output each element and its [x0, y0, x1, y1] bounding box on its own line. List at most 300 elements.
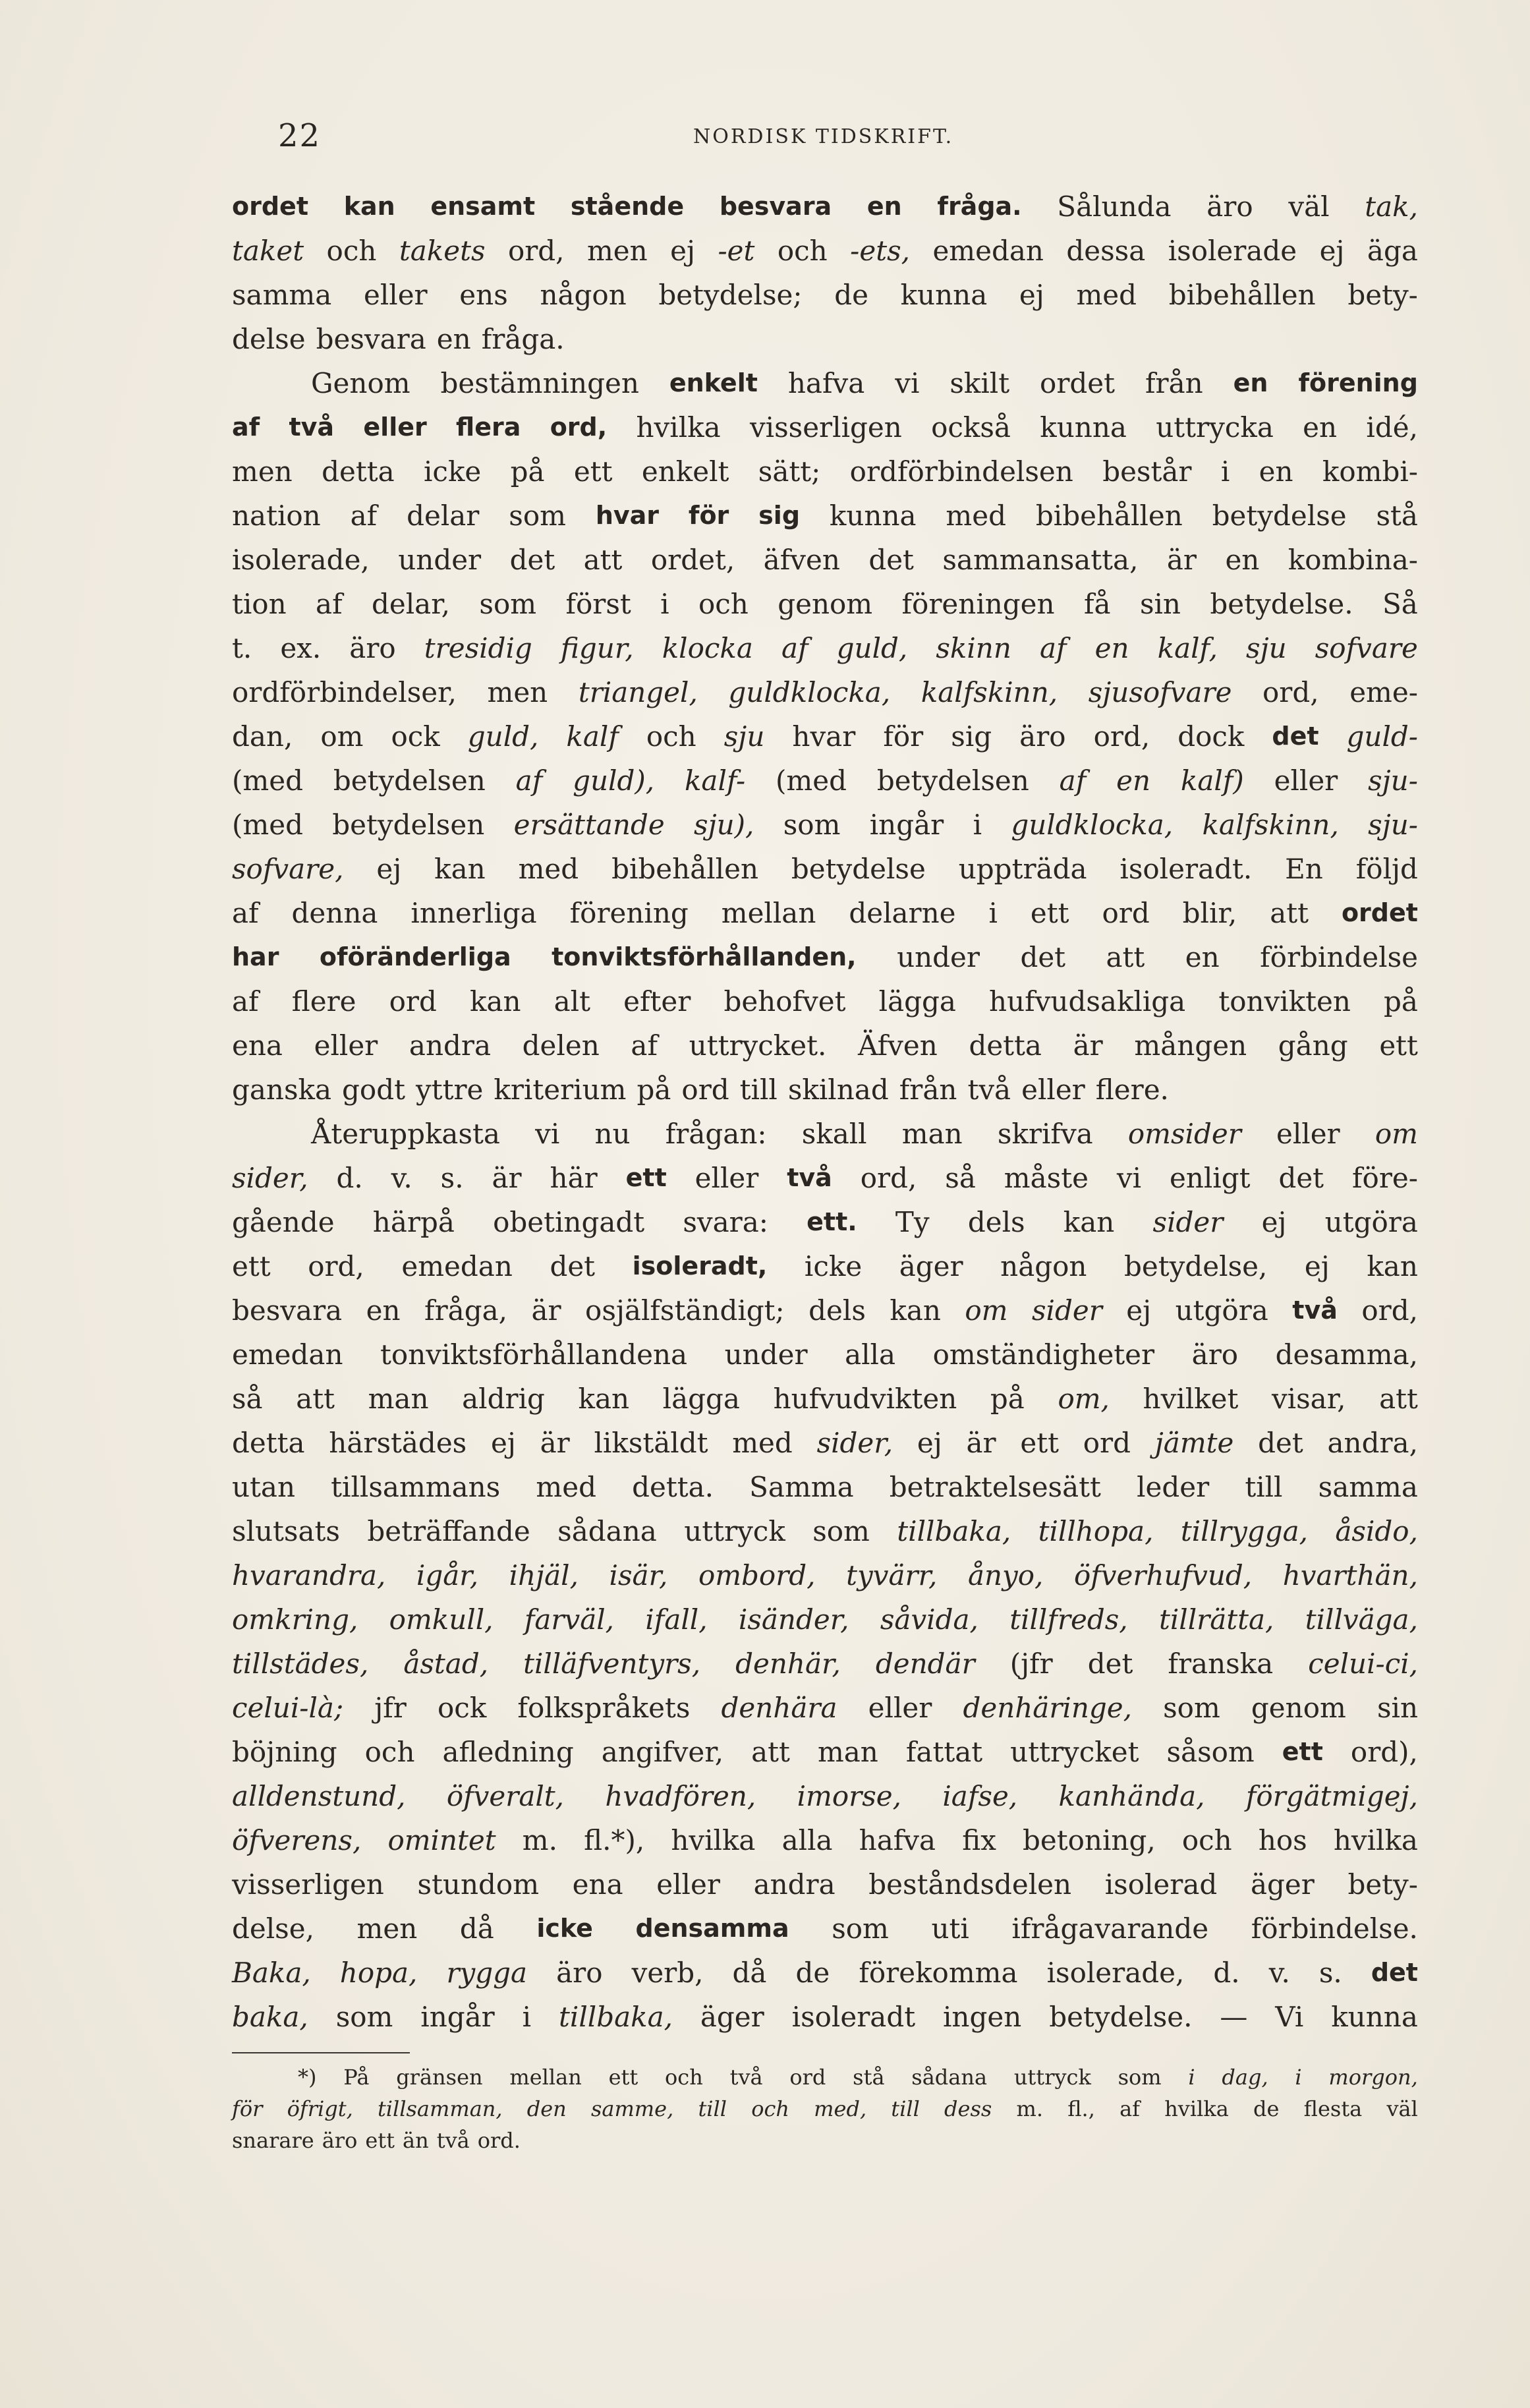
- word: äger: [700, 2001, 764, 2033]
- word: att: [1270, 897, 1309, 929]
- word: takets: [399, 235, 486, 267]
- word: ordet,: [650, 544, 735, 576]
- word: yttre: [415, 1074, 484, 1106]
- word: som: [1163, 1692, 1220, 1724]
- word: det: [868, 544, 914, 576]
- word: sju: [723, 720, 765, 753]
- word: hvar: [595, 501, 660, 530]
- word: triangel,: [578, 676, 698, 708]
- word: stå: [1376, 500, 1418, 532]
- word: igår,: [416, 1559, 479, 1591]
- word: betydelse: [791, 853, 926, 885]
- word: kan: [343, 192, 395, 221]
- word: här: [550, 1162, 598, 1194]
- word: sju-: [1368, 809, 1418, 841]
- word: förbindelse: [1260, 941, 1418, 973]
- word: också: [931, 411, 1011, 444]
- word: ord,: [308, 1250, 364, 1282]
- word: ingen: [943, 2001, 1022, 2033]
- word: frågan:: [665, 1118, 767, 1150]
- word: en: [1233, 368, 1268, 397]
- word: ord: [1083, 1427, 1131, 1459]
- word: tonviktsförhållandena: [380, 1338, 688, 1371]
- word: enligt: [1169, 1162, 1251, 1194]
- word: besvara: [719, 192, 832, 221]
- word: äger: [1250, 1868, 1315, 1901]
- word: likstäldt: [594, 1427, 708, 1459]
- word: kalf: [566, 720, 619, 753]
- word: om: [1374, 1118, 1418, 1150]
- word: ett: [232, 1250, 271, 1282]
- word: tion: [232, 588, 287, 620]
- word: sammansatta,: [942, 544, 1139, 576]
- running-title: NORDISK TIDSKRIFT.: [693, 125, 954, 148]
- word: af: [316, 588, 343, 620]
- word: d.: [336, 1162, 363, 1194]
- word: s.: [440, 1162, 464, 1194]
- word: med: [536, 1471, 596, 1503]
- word: iafse,: [942, 1780, 1018, 1812]
- word: först: [565, 588, 631, 620]
- word: ej: [490, 1427, 516, 1459]
- word: lägga: [662, 1383, 740, 1415]
- word: sider: [1031, 1294, 1102, 1327]
- word: det: [550, 1250, 596, 1282]
- word: hafva: [859, 1824, 936, 1856]
- word: enkelt: [669, 368, 758, 397]
- word: öfverens,: [232, 1824, 362, 1856]
- word: ock: [391, 720, 440, 753]
- word: ord,: [1361, 1294, 1418, 1327]
- word: på: [990, 1383, 1025, 1415]
- word: tillsamman,: [377, 2096, 503, 2121]
- text-line: [232, 1465, 1418, 1509]
- word: sofvare,: [232, 853, 344, 885]
- word: äger: [899, 1250, 963, 1282]
- footnote-line: [232, 2125, 1418, 2156]
- word: äga: [1367, 235, 1418, 267]
- word: att: [1106, 941, 1145, 973]
- word: äro: [349, 632, 396, 664]
- text-line: [232, 1995, 1418, 2039]
- word: ej: [1319, 235, 1345, 267]
- text-line: [232, 1156, 1418, 1200]
- word: dan,: [232, 720, 293, 753]
- text-line: [232, 979, 1418, 1023]
- word: sju-: [1368, 764, 1418, 797]
- word: en: [866, 192, 902, 221]
- word: ord),: [1350, 1736, 1418, 1768]
- word: ord,: [860, 1162, 917, 1194]
- word: omintet: [387, 1824, 496, 1856]
- word: att: [296, 1383, 335, 1415]
- word: de: [834, 279, 868, 311]
- word: ingår: [869, 809, 944, 841]
- word: och: [777, 235, 828, 267]
- word: besvara: [316, 323, 426, 355]
- word: isoleradt,: [632, 1251, 768, 1280]
- text-line: [232, 1112, 1418, 1156]
- word: af: [232, 985, 259, 1018]
- word: två: [436, 2128, 470, 2153]
- word: ordet: [1040, 367, 1116, 399]
- word: leder: [1137, 1471, 1210, 1503]
- word: eller: [1274, 764, 1338, 797]
- word: måste: [1004, 1162, 1089, 1194]
- word: hos: [1258, 1824, 1307, 1856]
- word: delse: [232, 323, 306, 355]
- word: tillrätta,: [1158, 1603, 1274, 1636]
- word: sju: [1246, 632, 1287, 664]
- word: isolerade,: [232, 544, 370, 576]
- word: fråga.: [937, 192, 1022, 221]
- word: en: [1185, 941, 1220, 973]
- word: ej: [670, 235, 696, 267]
- word: omkull,: [389, 1603, 494, 1636]
- word: dag,: [1222, 2065, 1268, 2090]
- page-header: [232, 117, 1418, 163]
- word: Vi: [1275, 2001, 1304, 2033]
- text-line: [232, 1906, 1418, 1951]
- word: härpå: [372, 1206, 455, 1238]
- word: såvida,: [880, 1603, 978, 1636]
- word: den: [526, 2096, 567, 2121]
- word: uttryck: [1013, 2065, 1091, 2090]
- word: föreningen: [901, 588, 1055, 620]
- word: isoleradt.: [1119, 853, 1253, 885]
- word: äro: [556, 1957, 603, 1989]
- word: två: [1292, 1296, 1338, 1325]
- word: en: [1116, 764, 1151, 797]
- word: förening: [1298, 368, 1418, 397]
- word: sätt;: [758, 455, 821, 488]
- word: tonviktsförhållanden,: [552, 942, 857, 971]
- word: fattat: [905, 1736, 983, 1768]
- text-line: [232, 185, 1418, 229]
- word: på: [510, 455, 545, 488]
- word: idé,: [1366, 411, 1418, 444]
- word: dessa: [1066, 235, 1146, 267]
- word: ordförbindelser,: [232, 676, 457, 708]
- word: denhäringe,: [963, 1692, 1132, 1724]
- word: visar,: [1271, 1383, 1346, 1415]
- word: äro: [1206, 190, 1253, 223]
- word: en: [366, 1294, 401, 1327]
- word: denhär,: [735, 1648, 841, 1680]
- word: i: [1220, 455, 1230, 488]
- word: baka,: [232, 2001, 308, 2033]
- word: isär,: [609, 1559, 668, 1591]
- word: tillfreds,: [1009, 1603, 1128, 1636]
- word: det: [1371, 1958, 1418, 1987]
- word: ganska: [232, 1074, 332, 1106]
- word: för: [232, 2096, 263, 2121]
- word: fråga.: [481, 323, 565, 355]
- word: en: [1259, 455, 1293, 488]
- word: guldklocka,: [728, 676, 891, 708]
- word: hopa,: [339, 1957, 418, 1989]
- word: hvarandra,: [232, 1559, 386, 1591]
- word: i: [988, 897, 998, 929]
- word: tresidig: [424, 632, 532, 664]
- word: bety-: [1347, 279, 1418, 311]
- word: fix: [962, 1824, 996, 1856]
- word: icke: [804, 1250, 863, 1282]
- text-line: [232, 759, 1418, 803]
- word: af: [350, 500, 378, 532]
- word: med: [946, 500, 1006, 532]
- word: bibehållen: [611, 853, 758, 885]
- word: behofvet: [723, 985, 846, 1018]
- word: förbindelse.: [1251, 1912, 1418, 1945]
- word: ett: [365, 2128, 395, 2153]
- word: och: [326, 235, 377, 267]
- word: men: [487, 676, 548, 708]
- word: då: [732, 1957, 767, 1989]
- word: hafva: [787, 367, 865, 399]
- word: celui-là;: [232, 1692, 344, 1724]
- word: dels: [808, 1294, 866, 1327]
- text-line: [232, 1818, 1418, 1862]
- word: sin: [1139, 588, 1181, 620]
- word: kan: [1063, 1206, 1115, 1238]
- word: förening: [569, 897, 689, 929]
- word: och: [751, 2096, 789, 2121]
- word: (med: [232, 764, 303, 797]
- word: detta: [969, 1029, 1042, 1062]
- word: osjälfständigt;: [585, 1294, 785, 1327]
- word: hvar: [792, 720, 856, 753]
- word: uti: [931, 1912, 969, 1945]
- word: för: [688, 501, 729, 530]
- text-line: [232, 803, 1418, 847]
- word: eme-: [1349, 676, 1418, 708]
- word: ordet: [1341, 898, 1418, 927]
- word: ord: [789, 2065, 826, 2090]
- word: skilt: [949, 367, 1010, 399]
- text-line: [232, 935, 1418, 979]
- word: ej: [917, 1427, 942, 1459]
- word: tyvärr,: [846, 1559, 938, 1591]
- word: uttryck: [684, 1515, 785, 1547]
- word: af: [781, 632, 808, 664]
- word: gränsen: [396, 2065, 483, 2090]
- word: betydelsen: [333, 764, 486, 797]
- word: visserligen: [232, 1868, 384, 1901]
- word: kriterium: [494, 1074, 627, 1106]
- word: delen: [522, 1029, 600, 1062]
- word: sider,: [232, 1162, 308, 1194]
- word: sig: [758, 501, 801, 530]
- word: jämte: [1154, 1427, 1234, 1459]
- word: hvadfören,: [605, 1780, 756, 1812]
- word: är: [1073, 1029, 1103, 1062]
- word: isolerade: [1168, 235, 1297, 267]
- word: Äfven: [858, 1029, 938, 1062]
- word: isolerad: [1104, 1868, 1218, 1901]
- word: ordet: [232, 192, 308, 221]
- word: slutsats: [232, 1515, 340, 1547]
- word: *): [298, 2065, 317, 2090]
- word: sju),: [694, 809, 754, 841]
- word: kan: [890, 1294, 941, 1327]
- word: ej: [1126, 1294, 1152, 1327]
- text-line: [232, 670, 1418, 714]
- word: ock: [438, 1692, 487, 1724]
- footnote: [232, 2061, 1418, 2156]
- word: fl.,: [1067, 2096, 1095, 2121]
- word: v.: [1268, 1957, 1290, 1989]
- text-line: [232, 1023, 1418, 1068]
- word: få: [1083, 588, 1111, 620]
- text-line: [232, 1509, 1418, 1553]
- word: ingår: [420, 2001, 495, 2033]
- word: är: [531, 1294, 561, 1327]
- word: förgätmigej,: [1245, 1780, 1418, 1812]
- word: hvilka: [636, 411, 721, 444]
- word: någon: [540, 279, 627, 311]
- word: hvarthän,: [1282, 1559, 1418, 1591]
- word: ex.: [280, 632, 322, 664]
- word: icke: [424, 455, 482, 488]
- word: bibehållen: [1168, 279, 1316, 311]
- word: ett.: [807, 1207, 857, 1236]
- word: att: [583, 544, 623, 576]
- word: gång: [1278, 1029, 1348, 1062]
- word: som: [509, 500, 566, 532]
- word: ensamt: [430, 192, 536, 221]
- word: isoleradt: [791, 2001, 916, 2033]
- word: ifrågavarande: [1011, 1912, 1209, 1945]
- text-line: [232, 1068, 1418, 1112]
- word: eller: [314, 1029, 378, 1062]
- word: uttrycket: [1010, 1736, 1139, 1768]
- word: aldrig: [462, 1383, 545, 1415]
- word: m.: [1016, 2096, 1044, 2121]
- word: under: [897, 941, 980, 973]
- word: utan: [232, 1471, 296, 1503]
- word: består: [1102, 455, 1192, 488]
- word: desamma,: [1275, 1338, 1418, 1371]
- word: eller: [1021, 1074, 1085, 1106]
- word: om,: [1058, 1383, 1110, 1415]
- word: med,: [814, 2096, 867, 2121]
- word: från: [1145, 367, 1203, 399]
- word: under: [724, 1338, 808, 1371]
- word: angifver,: [601, 1736, 724, 1768]
- word: en: [1225, 544, 1260, 576]
- word: det: [1087, 1648, 1133, 1680]
- word: så: [232, 1383, 263, 1415]
- word: de: [1253, 2096, 1280, 2121]
- word: tak,: [1365, 190, 1418, 223]
- word: eller: [363, 413, 427, 442]
- word: och: [364, 1736, 415, 1768]
- word: andra: [409, 1029, 492, 1062]
- word: ord,: [550, 413, 608, 442]
- word: om: [965, 1294, 1008, 1327]
- word: äfven: [763, 544, 840, 576]
- word: af: [1039, 632, 1067, 664]
- word: flere.: [1095, 1074, 1169, 1106]
- word: men: [586, 235, 648, 267]
- word: om: [320, 720, 364, 753]
- text-line: [232, 1288, 1418, 1333]
- word: kunna: [900, 279, 988, 311]
- word: sin: [1376, 1692, 1418, 1724]
- word: Genom: [311, 367, 411, 399]
- page-number: 22: [278, 117, 322, 154]
- word: mången: [1134, 1029, 1247, 1062]
- word: äro: [1191, 1338, 1239, 1371]
- word: är: [1166, 544, 1197, 576]
- word: för: [883, 720, 924, 753]
- word: tilläfventyrs,: [523, 1648, 701, 1680]
- word: ord: [1102, 897, 1150, 929]
- word: med: [518, 853, 579, 885]
- word: skrifva: [997, 1118, 1093, 1150]
- word: nu: [594, 1118, 631, 1150]
- word: som: [812, 1515, 870, 1547]
- text-line: [232, 449, 1418, 494]
- word: tillväga,: [1305, 1603, 1418, 1636]
- text-line: [232, 582, 1418, 626]
- word: Samma: [749, 1471, 854, 1503]
- word: dock: [1177, 720, 1245, 753]
- word: betydelse.: [1049, 2001, 1193, 2033]
- word: i: [522, 2001, 532, 2033]
- word: Så: [1382, 588, 1418, 620]
- word: Återuppkasta: [311, 1118, 500, 1150]
- word: som: [832, 1912, 889, 1945]
- word: hufvudsakliga: [989, 985, 1186, 1018]
- word: betydelsen: [876, 764, 1029, 797]
- word: en: [436, 323, 471, 355]
- word: ena: [232, 1029, 283, 1062]
- word: icke: [536, 1914, 593, 1943]
- word: två: [289, 413, 335, 442]
- word: guld),: [573, 764, 655, 797]
- word: ord: [389, 985, 437, 1018]
- word: tillhopa,: [1038, 1515, 1154, 1547]
- word: man: [368, 1383, 429, 1415]
- word: (jfr: [1009, 1648, 1053, 1680]
- word: hvilka: [671, 1824, 756, 1856]
- word: än: [403, 2128, 429, 2153]
- word: morgon,: [1328, 2065, 1418, 2090]
- word: af: [515, 764, 543, 797]
- text-line: [232, 1862, 1418, 1906]
- word: Ty: [895, 1206, 930, 1238]
- word: och: [665, 2065, 703, 2090]
- word: s.: [1318, 1957, 1342, 1989]
- word: lägga: [878, 985, 956, 1018]
- word: eller: [1276, 1118, 1340, 1150]
- word: betoning,: [1023, 1824, 1156, 1856]
- word: som: [335, 2001, 393, 2033]
- word: ett: [1379, 1029, 1418, 1062]
- word: ett: [625, 1163, 667, 1192]
- word: men: [232, 455, 293, 488]
- word: de: [795, 1957, 830, 1989]
- word: stundom: [417, 1868, 540, 1901]
- word: eller: [694, 1162, 759, 1194]
- word: samme,: [590, 2096, 674, 2121]
- word: öfrigt,: [287, 2096, 353, 2121]
- word: ej: [1261, 1206, 1287, 1238]
- word: skinn: [936, 632, 1011, 664]
- word: tillsammans: [331, 1471, 501, 1503]
